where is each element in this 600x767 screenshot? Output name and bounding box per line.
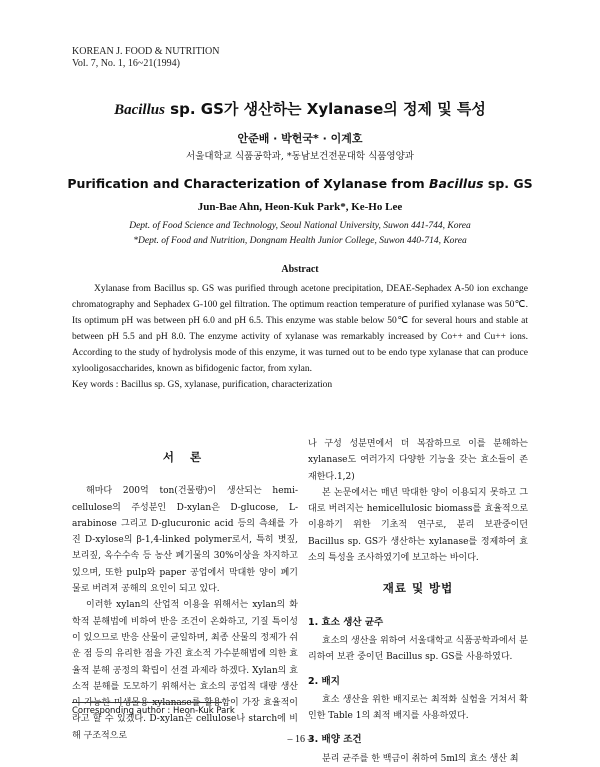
section-heading-introduction: 서 론: [162, 450, 208, 464]
title-english-genus: Bacillus: [428, 176, 484, 191]
subsection-text-medium: 효소 생산을 위한 배지로는 최적화 실험을 거쳐서 확인한 Table 1의 최적 배지를 사용하였다.: [308, 694, 528, 722]
section-heading-methods: 재료 및 방법: [382, 581, 454, 596]
intro-paragraph-3: 나 구성 성분면에서 더 복잡하므로 이를 분해하는 xylanase도 여러가지 다양한 기능을 갖는 효소들이 존재한다.1,2): [308, 439, 528, 482]
title-korean: [0, 98, 600, 119]
affiliation-english-2: *Dept. of Food and Nutrition, Dongnam Health Junior College, Suwon 440-714, Korea: [133, 236, 467, 246]
subsection-title-culture: 3. 배양 조건: [308, 734, 362, 746]
title-english: [0, 176, 600, 191]
subsection-text-culture: 분리 균주를 한 백금이 취하여 5ml의 효소 생산 최: [322, 753, 519, 764]
abstract-text: Xylanase from Bacillus sp. GS was purified through acetone precipitation, DEAE-Sephadex A-50 ion exchange chromatography and Sephadex G-100 gel filtration. The optimum reaction temperature of purified xylanase was 50℃. Its optimum pH was between pH 6.0 and pH 6.5. This enzyme was stable below 50℃ for several hours and stable at between pH 5.5 and pH 8.0. The enzyme activity of xylanase was remarkably increased by Co++ and Cu++ ions. According to the study of hydrolysis mode of this enzyme, it was turned out to be endo type xylanase that can produce xylooligosaccharides, known as bifidogenic factor, from xylan.: [72, 284, 528, 374]
authors-korean: 안준배 · 박헌국* · 이계호: [237, 132, 363, 145]
subsection-title-medium: 2. 배지: [308, 675, 340, 687]
intro-paragraph-1: 해마다 200억 ton(건물량)이 생산되는 hemi-cellulose의 주성분인 D-xylan은 D-glucose, L-arabinose 그리고 D-glucuronic acid 등의 측쇄를 가진 D-xylose의 β-1,4-linked polymer로서, 특히 볏짚, 보리짚, 옥수수속 등 농산 폐기물의 30%이상을 차지하고 있으며, 또한 pulp와 paper 공업에서 막대한 양이 폐기물로 버려져 공해의 요인이 되고 있다.: [72, 486, 298, 595]
title-korean-rest: sp. GS가 생산하는 Xylanase의 정제 및 특성: [164, 100, 486, 118]
journal-header: [72, 46, 220, 70]
journal-citation: Vol. 7, No. 1, 16~21(1994): [72, 58, 181, 69]
right-column: [308, 436, 528, 767]
footnote-divider: [72, 702, 222, 703]
intro-paragraph-4: 본 논문에서는 매년 막대한 양이 이용되지 못하고 그대로 버려지는 hemicellulosic biomass를 효율적으로 이용하기 위한 기초적 연구로, 분리 보관중이던 Bacillus sp. GS가 생산하는 xylanase를 정제하여 효소의 특성을 조사하였기에 보고하는 바이다.: [308, 487, 528, 564]
left-column: [72, 445, 298, 744]
intro-paragraph-2: 이러한 xylan의 산업적 이용을 위해서는 xylan의 화학적 분해법에 비하여 반응 조건이 온화하고, 기질 특이성이 있으므로 반응 산물이 균일하며, 최종 산물의 정제가 쉬운 점 등의 유리한 점을 가진 효소적 가수분해법에 의한 효율적 분해 공정의 확립이 선결 과제라 하겠다. Xylan의 효소적 분해를 도모하기 위해서는 효소의 공업적 대량 생산이 가능한 미생물용 xylanase를 활용함이 가장 효율적이라고 할 수 있겠다. D-xylan은 cellulose나 starch에 비해 구조적으로: [72, 600, 298, 741]
subsection-text-strain: 효소의 생산을 위하여 서울대학교 식품공학과에서 분리하여 보관 중이던 Bacillus sp. GS를 사용하였다.: [308, 635, 528, 663]
title-english-main: Purification and Characterization of Xylanase from: [67, 176, 429, 191]
title-korean-genus: Bacillus: [114, 102, 165, 118]
journal-name: KOREAN J. FOOD & NUTRITION: [72, 46, 220, 57]
title-english-tail: sp. GS: [483, 176, 533, 191]
affiliation-english-1: Dept. of Food Science and Technology, Seoul National University, Suwon 441-744, Korea: [129, 221, 471, 231]
subsection-title-strain: 1. 효소 생산 균주: [308, 616, 384, 628]
keywords: Key words : Bacillus sp. GS, xylanase, purification, characterization: [72, 380, 333, 390]
authors-english: Jun-Bae Ahn, Heon-Kuk Park*, Ke-Ho Lee: [197, 201, 403, 213]
affiliation-korean: 서울대학교 식품공학과, *동남보건전문대학 식품영양과: [186, 151, 414, 162]
page-number: – 16 –: [287, 734, 313, 745]
corresponding-author-footnote: Corresponding author : Heon-Kuk Park: [72, 706, 235, 716]
abstract-heading: Abstract: [281, 264, 319, 275]
abstract: [72, 281, 528, 393]
